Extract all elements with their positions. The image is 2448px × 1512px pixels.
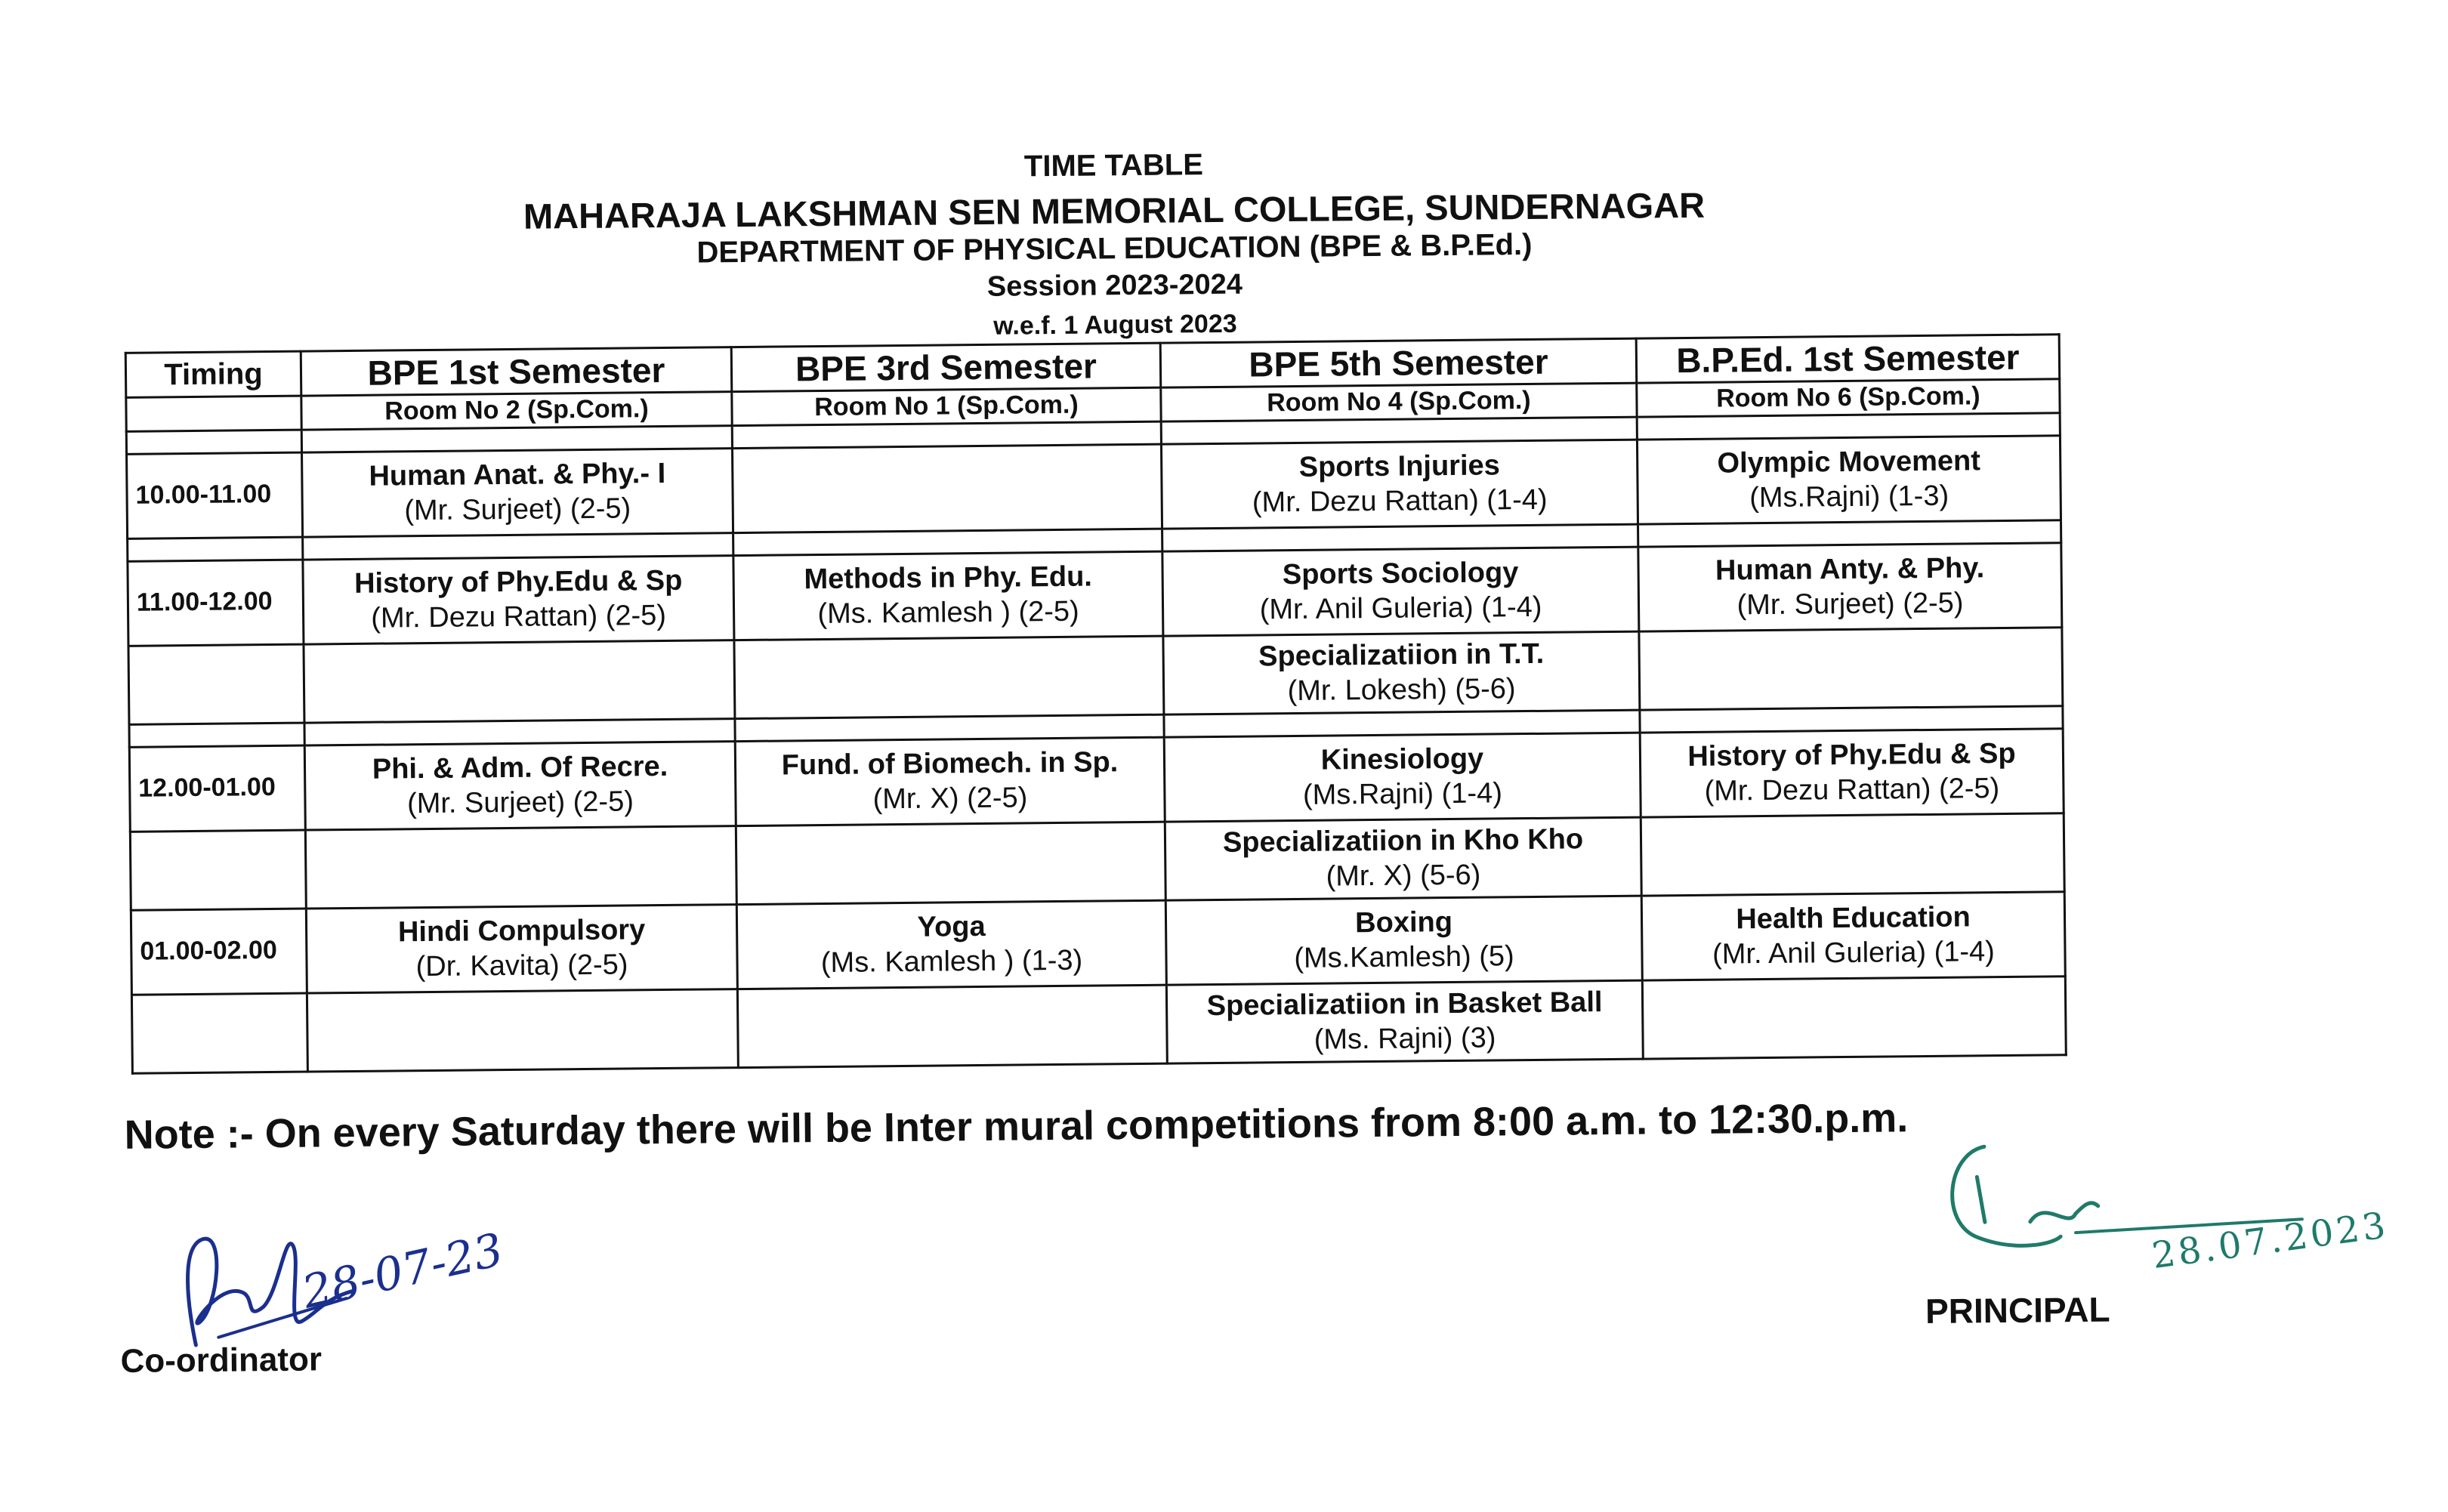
subject: Sports Injuries <box>1298 449 1500 483</box>
class-cell <box>1162 547 1639 636</box>
room-label: Room No 1 (Sp.Com.) <box>732 387 1161 425</box>
class-cell <box>306 904 737 992</box>
class-cell <box>1166 980 1643 1063</box>
subject: Human Anty. & Phy. <box>1715 551 1985 587</box>
subject: Olympic Movement <box>1717 444 1981 480</box>
subject: Yoga <box>917 910 986 943</box>
session-label: Session 2023-2024 <box>986 268 1243 303</box>
class-cell <box>1637 435 2061 523</box>
teacher: (Mr. Lokesh) (5-6) <box>1287 673 1516 708</box>
column-header: B.P.Ed. 1st Semester <box>1636 335 2060 383</box>
class-cell <box>732 444 1162 532</box>
class-cell <box>1165 896 1642 985</box>
teacher: (Mr. X) (2-5) <box>872 782 1028 816</box>
subject: Methods in Phy. Edu. <box>804 560 1093 595</box>
principal-date: 28.07.2023 <box>2149 1204 2391 1278</box>
class-cell <box>305 825 736 908</box>
subject <box>739 486 1156 490</box>
teacher: (Mr. Anil Guleria) (1-4) <box>1259 591 1542 626</box>
class-cell <box>735 737 1165 825</box>
class-cell <box>304 640 735 722</box>
class-cell <box>736 900 1166 989</box>
teacher: (Dr. Kavita) (2-5) <box>415 949 628 983</box>
teacher: (Mr. Anil Guleria) (1-4) <box>1712 936 1996 970</box>
department-name: DEPARTMENT OF PHYSICAL EDUCATION (BPE & B.P.Ed.) <box>696 227 1533 270</box>
class-cell <box>1165 817 1641 900</box>
class-cell <box>1639 627 2063 709</box>
class-cell <box>1638 542 2062 631</box>
time-cell: 12.00-01.00 <box>129 745 305 832</box>
time-cell: 11.00-12.00 <box>128 560 304 646</box>
empty-cell <box>130 830 306 910</box>
room-label: Room No 2 (Sp.Com.) <box>301 392 732 430</box>
class-cell <box>734 636 1164 718</box>
column-header: BPE 5th Semester <box>1160 338 1637 387</box>
class-cell <box>303 555 734 643</box>
teacher: (Mr. Dezu Rattan) (2-5) <box>1704 773 2000 807</box>
subject: Sports Sociology <box>1282 556 1519 591</box>
column-header: BPE 3rd Semester <box>731 343 1161 392</box>
timetable <box>125 333 2067 1074</box>
class-cell <box>737 985 1167 1067</box>
teacher: (Ms. Kamlesh ) (1-3) <box>820 944 1083 980</box>
class-cell <box>1161 440 1638 529</box>
subject: Fund. of Biomech. in Sp. <box>781 745 1119 782</box>
class-cell <box>1641 813 2064 895</box>
class-cell <box>1163 631 1640 714</box>
subject: Specializatiion in Kho Kho <box>1222 823 1584 859</box>
teacher: (Ms. Kamlesh ) (2-5) <box>817 595 1079 631</box>
subject: Specializatiion in T.T. <box>1258 637 1545 673</box>
class-cell <box>1640 728 2064 816</box>
subject: Health Education <box>1736 901 1971 936</box>
class-cell <box>733 551 1163 640</box>
teacher: (Mr. X) (5-6) <box>1326 859 1481 893</box>
class-cell <box>1164 733 1641 822</box>
teacher: (Mr. Surjeet) (2-5) <box>406 785 634 820</box>
teacher: (Mr. Dezu Rattan) (2-5) <box>371 600 667 634</box>
class-cell <box>302 448 733 536</box>
principal-label: PRINCIPAL <box>1925 1289 2110 1331</box>
class-cell <box>304 741 736 829</box>
teacher: (Mr. Surjeet) (2-5) <box>1736 587 1964 622</box>
teacher: (Mr. Dezu Rattan) (1-4) <box>1252 483 1548 519</box>
coordinator-date: 28-07-23 <box>298 1223 508 1319</box>
room-label: Room No 6 (Sp.Com.) <box>1637 379 2060 417</box>
class-cell <box>736 822 1165 904</box>
subject: Hindi Compulsory <box>397 913 646 949</box>
teacher: (Mr. Surjeet) (2-5) <box>404 492 631 527</box>
time-cell: 10.00-11.00 <box>127 452 303 538</box>
effective-date: w.e.f. 1 August 2023 <box>993 309 1237 341</box>
college-name: MAHARAJA LAKSHMAN SEN MEMORIAL COLLEGE, SUNDERNAGAR <box>523 184 1706 236</box>
class-cell <box>307 989 738 1071</box>
teacher <box>739 486 1156 490</box>
subject: History of Phy.Edu & Sp <box>1687 737 2016 773</box>
subject: Phi. & Adm. Of Recre. <box>372 750 668 785</box>
class-cell <box>1642 976 2066 1058</box>
saturday-note: Note :- On every Saturday there will be Inter mural competitions from 8:00 a.m. to 12:30.p.m. <box>124 1095 1909 1158</box>
room-label: Room No 4 (Sp.Com.) <box>1161 383 1637 421</box>
subject: History of Phy.Edu & Sp <box>353 564 683 600</box>
teacher: (Ms.Rajni) (1-4) <box>1302 777 1503 811</box>
subject: Kinesiology <box>1320 742 1484 776</box>
empty-cell <box>131 993 307 1073</box>
column-header: BPE 1st Semester <box>301 347 732 397</box>
subject: Human Anat. & Phy.- I <box>369 457 666 492</box>
subject: Specializatiion in Basket Ball <box>1206 986 1603 1022</box>
class-cell <box>1641 891 2065 980</box>
empty-cell <box>126 396 301 431</box>
teacher: (Ms. Rajni) (3) <box>1314 1022 1496 1056</box>
subject: Boxing <box>1354 906 1453 939</box>
coordinator-label: Co-ordinator <box>120 1341 323 1380</box>
doc-title: TIME TABLE <box>1023 148 1204 184</box>
teacher: (Ms.Rajni) (1-3) <box>1749 480 1949 514</box>
time-cell: 01.00-02.00 <box>131 909 307 995</box>
timing-header: Timing <box>125 351 301 397</box>
teacher: (Ms.Kamlesh) (5) <box>1294 940 1514 975</box>
empty-cell <box>128 644 304 724</box>
